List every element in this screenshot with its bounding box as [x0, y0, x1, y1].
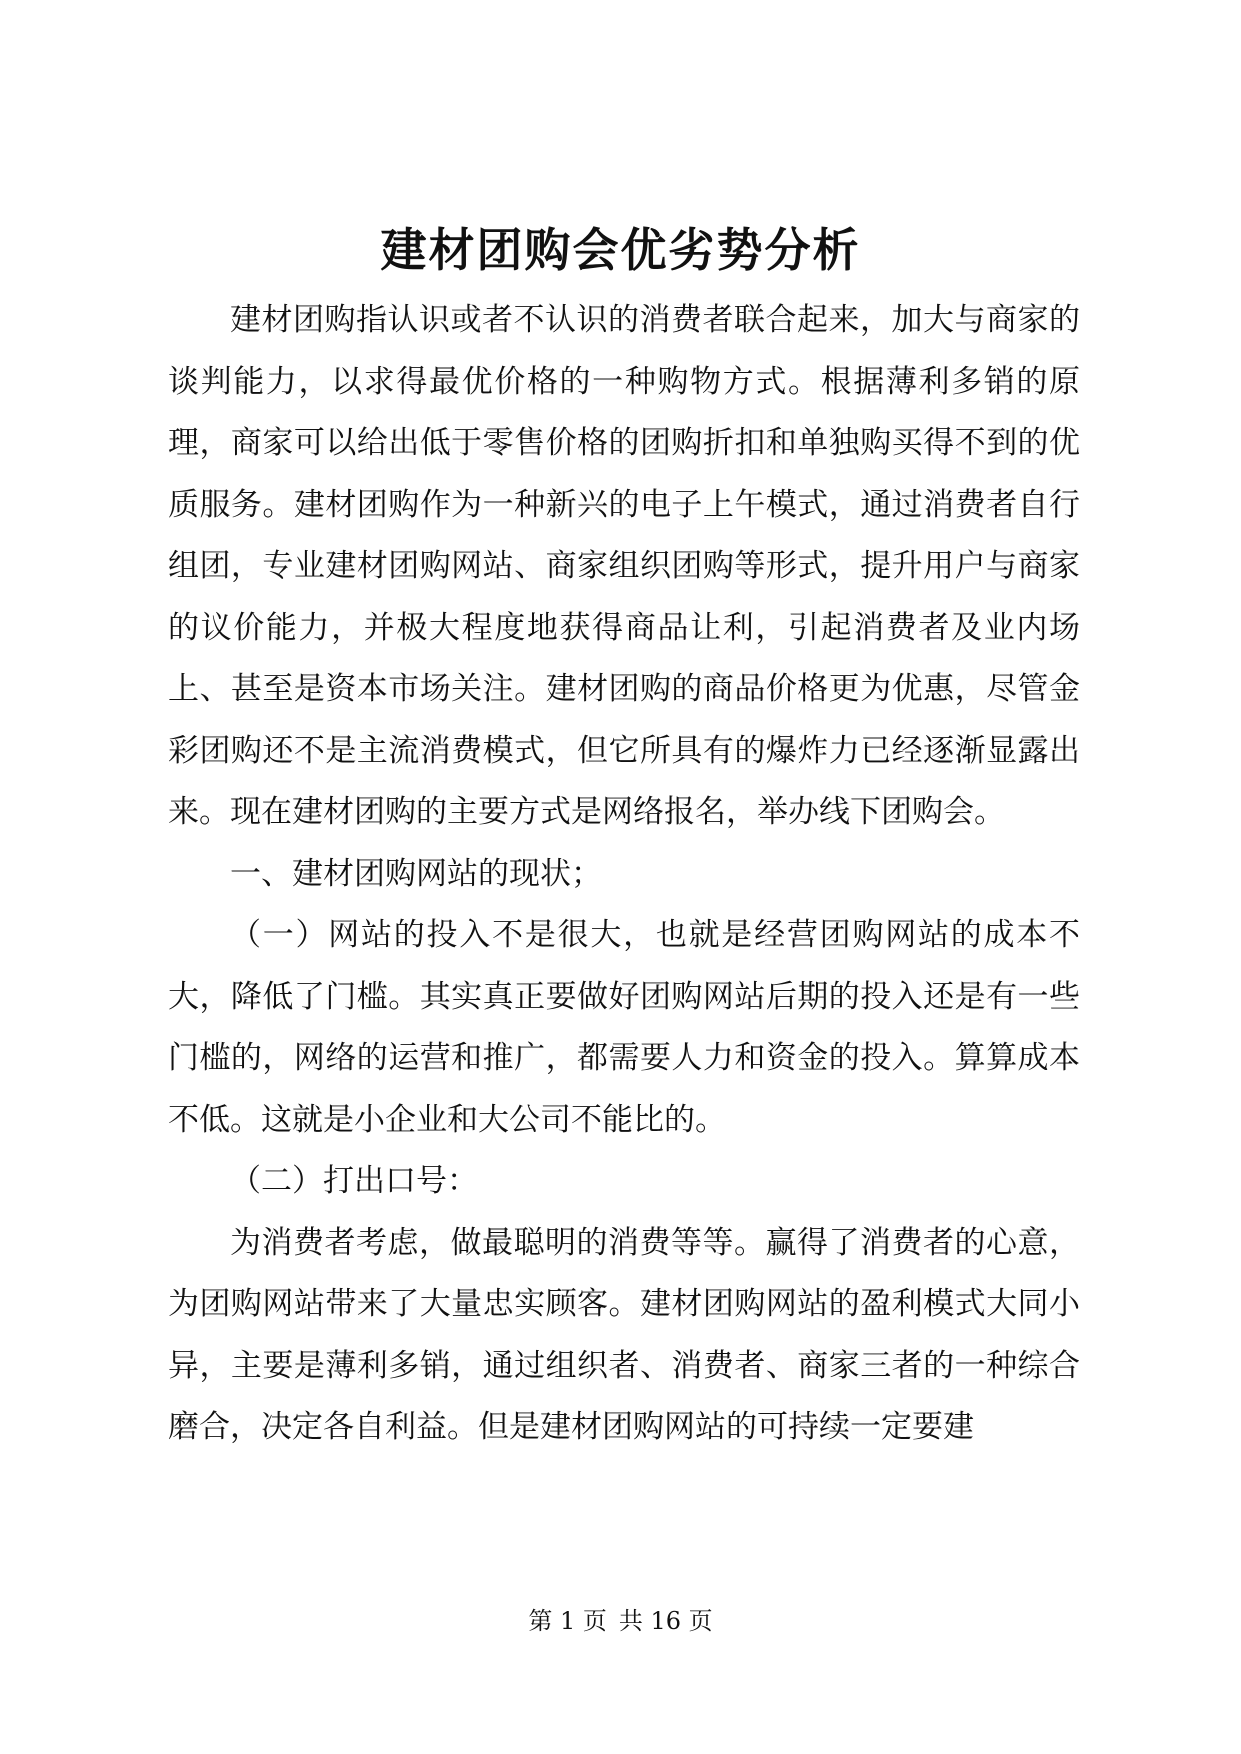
page-number: 第 1 页: [528, 1607, 607, 1635]
document-body: [168, 290, 1080, 1459]
paragraph-slogan: 为消费者考虑，做最聪明的消费等等。赢得了消费者的心意，为团购网站带来了大量忠实顾客。建材团购网站的盈利模式大同小异，主要是薄利多销，通过组织者、消费者、商家三者的一种综合磨合，决定各自利益。但是建材团购网站的可持续一定要建: [168, 1224, 1080, 1445]
section-heading-status: 一、建材团购网站的现状；: [230, 855, 602, 892]
document-title: 建材团购会优劣势分析: [380, 223, 861, 277]
section-heading-slogan: （二）打出口号：: [230, 1163, 478, 1199]
paragraph-intro: 建材团购指认识或者不认识的消费者联合起来，加大与商家的谈判能力，以求得最优价格的一种购物方式。根据薄利多销的原理，商家可以给出低于零售价格的团购折扣和单独购买得不到的优质服务。建材团购作为一种新兴的电子上午模式，通过消费者自行组团，专业建材团购网站、商家组织团购等形式，提升用户与商家的议价能力，并极大程度地获得商品让利，引起消费者及业内场上、甚至是资本市场关注。建材团购的商品价格更为优惠，尽管金彩团购还不是主流消费模式，但它所具有的爆炸力已经逐渐显露出来。现在建材团购的主要方式是网络报名，举办线下团购会。: [168, 302, 1080, 830]
page-footer: [0, 1606, 1241, 1636]
page-total: 共 16 页: [618, 1607, 713, 1635]
paragraph-point-one: （一）网站的投入不是很大，也就是经营团购网站的成本不大，降低了门槛。其实真正要做好团购网站后期的投入还是有一些门槛的，网络的运营和推广，都需要人力和资金的投入。算算成本不低。这就是小企业和大公司不能比的。: [168, 917, 1080, 1138]
